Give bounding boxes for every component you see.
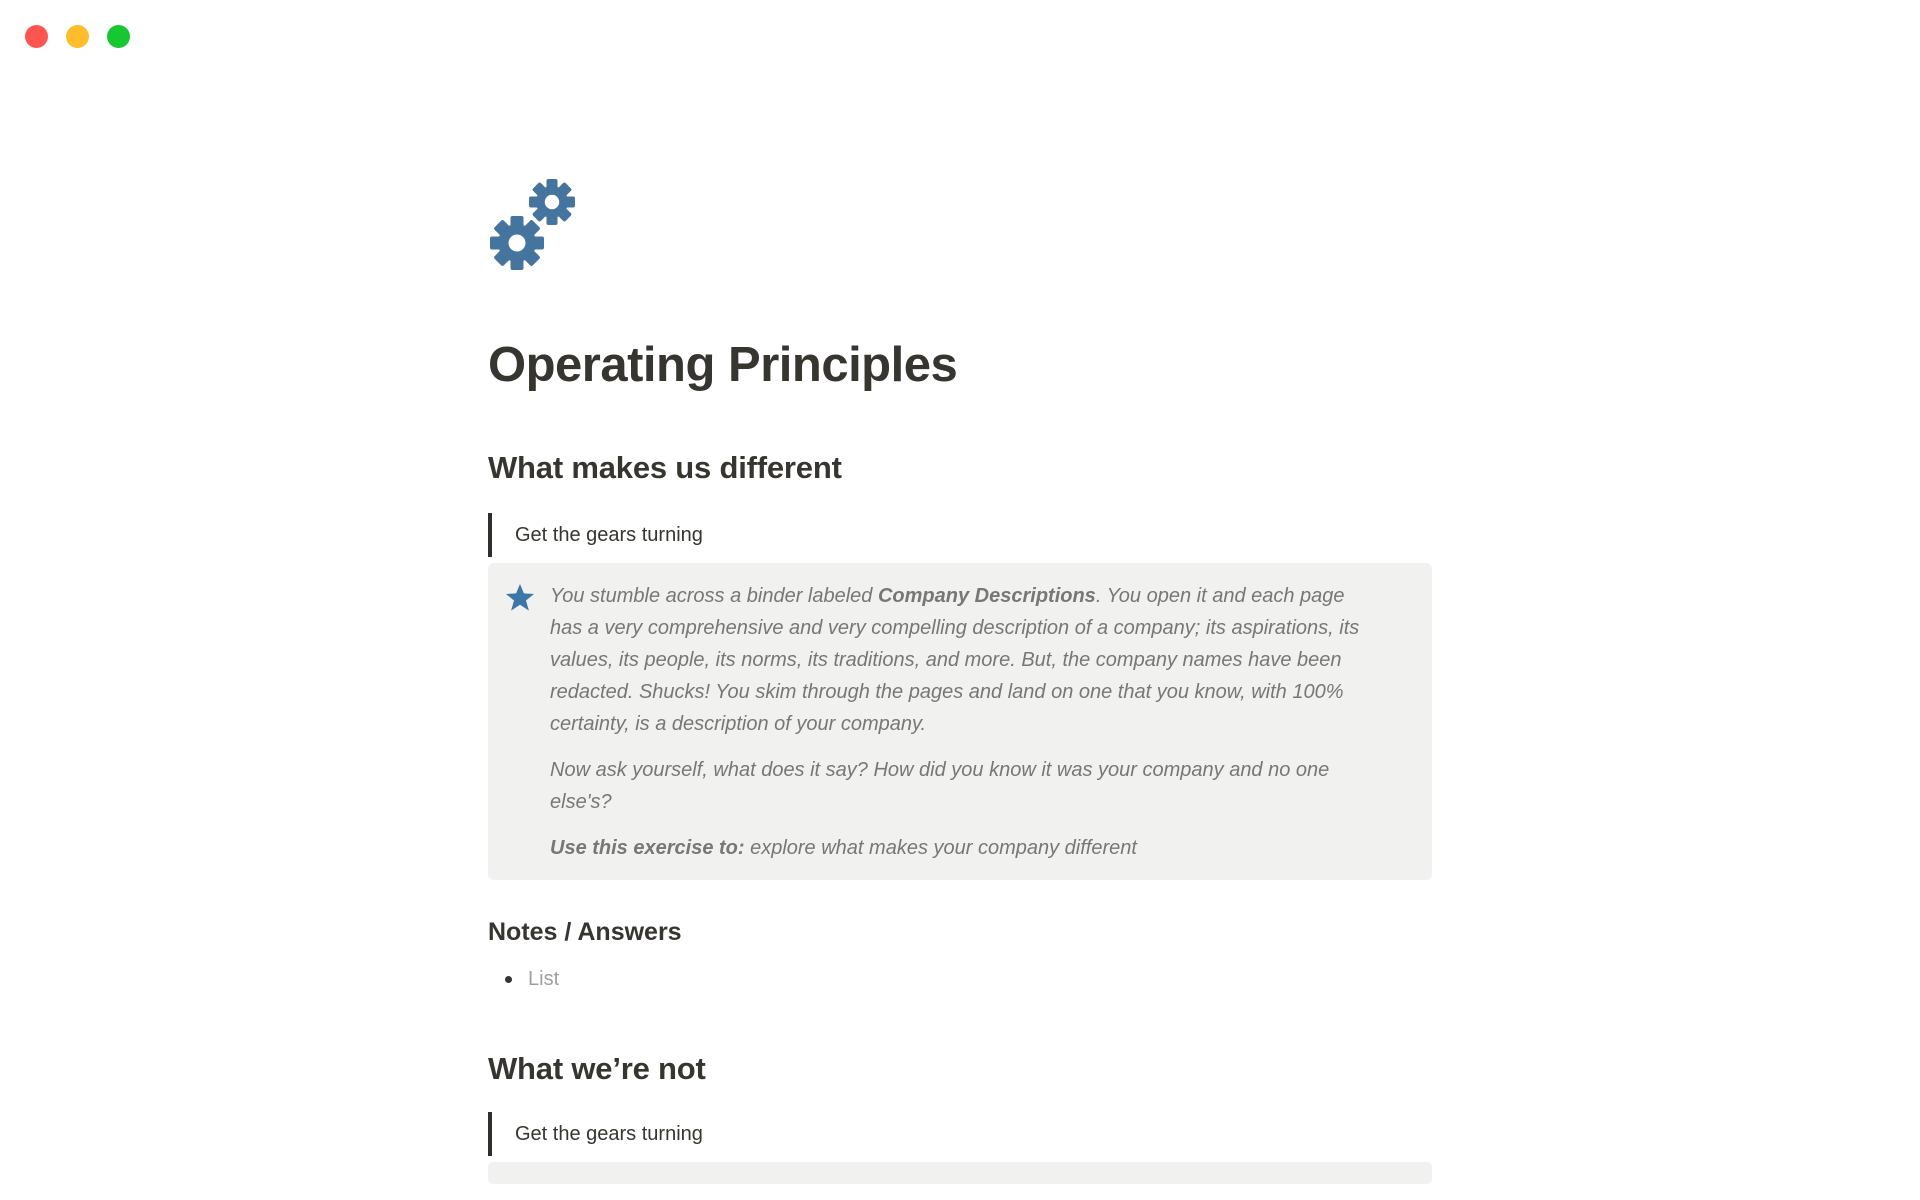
bulleted-list-item[interactable] <box>488 964 1432 994</box>
callout-block[interactable] <box>488 563 1432 880</box>
heading-what-were-not[interactable]: What we’re not <box>488 1051 706 1086</box>
quote-block-2[interactable] <box>488 1112 1432 1156</box>
callout-text <box>550 580 1370 864</box>
quote-block[interactable] <box>488 513 1432 557</box>
star-icon[interactable] <box>505 583 535 613</box>
page-title[interactable]: Operating Principles <box>488 338 958 392</box>
list-placeholder: List <box>528 968 560 990</box>
quote-text: Get the gears turning <box>515 524 703 546</box>
callout-paragraph-2: Now ask yourself, what does it say? How did you know it was your company and no one else's? <box>550 759 1330 813</box>
bullet-dot-icon <box>505 976 512 983</box>
callout-paragraph-3: Use this exercise to: explore what makes your company different <box>550 837 1137 859</box>
callout-block-2-partial[interactable] <box>488 1162 1432 1184</box>
window-close-button[interactable] <box>25 25 48 48</box>
window-zoom-button[interactable] <box>107 25 130 48</box>
quote-text-2: Get the gears turning <box>515 1123 703 1145</box>
heading-notes-answers[interactable]: Notes / Answers <box>488 918 682 946</box>
double-gears-icon[interactable] <box>488 176 578 271</box>
page-content <box>488 0 1432 1184</box>
window-minimize-button[interactable] <box>66 25 89 48</box>
heading-what-makes-us-different[interactable]: What makes us different <box>488 450 842 485</box>
callout-paragraph-1: You stumble across a binder labeled Company Descriptions. You open it and each page has a very comprehensive and very compelling description of a company; its aspirations, its values, its people, its norms, its traditions, and more. But, the company names have been redacted. Shucks! You skim through the pages and land on one that you know, with 100% certainty, is a description of your company. <box>550 585 1360 735</box>
